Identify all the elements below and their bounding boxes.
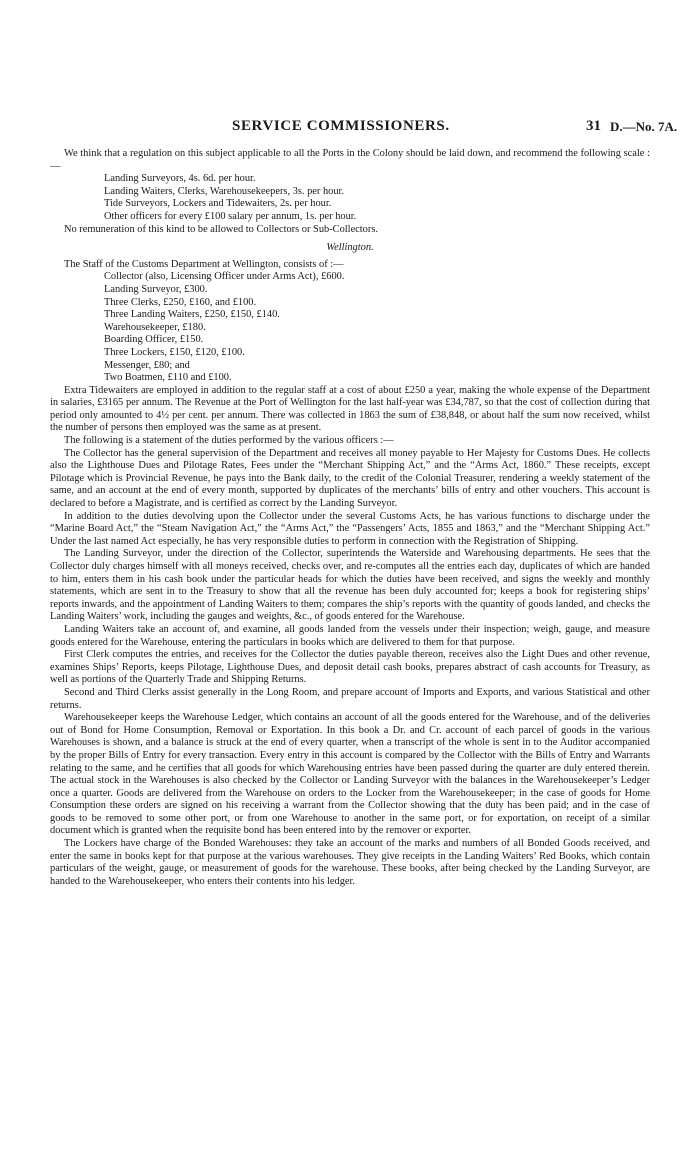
section-title-wellington: Wellington. <box>326 242 374 254</box>
staff-item: Three Clerks, £250, £160, and £100. <box>104 296 257 308</box>
staff-item: Three Lockers, £150, £120, £100. <box>104 346 245 358</box>
staff-item: Two Boatmen, £110 and £100. <box>104 372 232 384</box>
staff-item: Collector (also, Licensing Officer under Arms Act), £600. <box>104 271 345 283</box>
body-paragraph: Second and Third Clerks assist generally in the Long Room, and prepare account of Imports and Exports, and various Statistical and other returns. <box>50 686 650 711</box>
body-paragraph: The Collector has the general supervision of the Department and receives all money payable to Her Majesty for Customs Dues. He collects also the Lighthouse Dues and Pilotage Rates, Fees under the “Merchant Shipping Act,” and the “Arms Act, 1860.” These receipts, except Pilotage which is Provincial Revenue, he pays into the Bank daily, to the credit of the Colonial Treasurer, rendering a weekly statement of the same, and an account at the end of every month, supported by duplicates of the merchants’ bills of entry and other vouchers. This account is declared to before a Magistrate, and is certified as correct by the Landing Surveyor. <box>50 447 650 510</box>
document-reference: D.—No. 7A. <box>610 119 678 134</box>
scale-item: Tide Surveyors, Lockers and Tidewaiters, 2s. per hour. <box>104 198 332 210</box>
staff-list <box>50 271 650 384</box>
page-title: SERVICE COMMISSIONERS. <box>232 118 450 134</box>
staff-item: Messenger, £80; and <box>104 359 190 371</box>
body-paragraph: In addition to the duties devolving upon the Collector under the several Customs Acts, he has various functions to discharge under the “Marine Board Act,” the “Steam Navigation Act,” the “Arms Act,” the “Passengers’ Acts, 1855 and 1863,” and the “Merchant Shipping Act.” Under the last named Act especially, he has very responsible duties to perform in connection with the Registration of Shipping. <box>50 510 650 547</box>
page-header <box>0 118 700 138</box>
body-paragraph: First Clerk computes the entries, and receives for the Collector the duties payable thereon, receives also the Light Dues and other revenue, examines Ships’ Reports, keeps Pilotage, Lighthouse Dues, and deposit detail cash books, prepares abstract of cash accounts for Treasury, as well as portions of the Quarterly Trade and Shipping Returns. <box>50 649 650 686</box>
staff-item: Boarding Officer, £150. <box>104 334 204 346</box>
intro-paragraph: We think that a regulation on this subject applicable to all the Ports in the Colony should be laid down, and recommend the following scale :— <box>50 148 650 172</box>
body-paragraph: Landing Waiters take an account of, and examine, all goods landed from the vessels under their inspection; weigh, gauge, and measure goods entered for the Warehouse, entering the particulars in books which are delivered to them for that purpose. <box>50 623 650 648</box>
no-remuneration-paragraph: No remuneration of this kind to be allowed to Collectors or Sub-Collectors. <box>64 223 378 235</box>
body-paragraph: The Landing Surveyor, under the direction of the Collector, superintends the Waterside and Warehousing departments. He sees that the Collector duly charges himself with all moneys received, checks over, and re-computes all the entries each day, duplicates of which are handed to him, enters them in his cash book under the particular heads for which the duties have been received, and signs the weekly and monthly statements, which are sent in to the Treasury to show that all the revenue has been duly accounted for; keeps a book for registering ships’ reports inwards, and the appointment of Landing Waiters to them; compares the ship’s reports with the quantity of goods landed, and checks the Landing Waiters’ work, including the gauges and weights, &c., of goods entered for the Warehouse. <box>50 548 650 623</box>
scale-item: Landing Waiters, Clerks, Warehousekeepers, 3s. per hour. <box>104 185 345 197</box>
scale-item: Other officers for every £100 salary per annum, 1s. per hour. <box>104 210 357 222</box>
scale-item: Landing Surveyors, 4s. 6d. per hour. <box>104 173 256 185</box>
body-paragraph: The following is a statement of the duties performed by the various officers :— <box>64 435 394 447</box>
page-number: 31 <box>586 118 601 134</box>
staff-item: Landing Surveyor, £300. <box>104 283 208 295</box>
staff-item: Three Landing Waiters, £250, £150, £140. <box>104 309 280 321</box>
body-paragraph: Warehousekeeper keeps the Warehouse Ledger, which contains an account of all the goods entered for the Warehouse, and of the deliveries out of Bond for Home Consumption, Removal or Exportation. In this book a Dr. and Cr. account of each parcel of goods in the various Warehouses is shown, and a balance is struck at the end of every quarter, when a transcript of the whole is sent in to the Auditor accompanied by the proper Bills of Entry for every transaction. Every entry in this account is compared by the Collector with the Bills of Entry and Warrants relating to the same, and he certifies that all goods for which Warehousing entries have been passed during the quarter are duly entered therein. The actual stock in the Warehouses is also checked by the Collector or Landing Surveyor with the balances in the Warehousekeeper’s Ledger once a quarter. Goods are delivered from the Warehouse on orders to the Locker from the Warehousekeeper; in the case of goods for Home Consumption these orders are signed on his receiving a warrant from the Collector showing that the duty has been paid; and in the case of goods to be removed to some other port, or from one Warehouse to another in the same port, or for exportation, on receipt of a similar document which is granted when the requisite bond has been entered into by the remover or exporter. <box>50 712 650 837</box>
body-paragraph: Extra Tidewaiters are employed in addition to the regular staff at a cost of about £250 a year, making the whole expense of the Department in salaries, £3165 per annum. The Revenue at the Port of Wellington for the last half-year was £34,787, so that the cost of collection during that period only amounted to 4½ per cent. per annum. There was collected in 1863 the sum of £38,848, or about half the sum now received, whilst the number of persons then employed was the same as at present. <box>50 384 650 434</box>
staff-intro: The Staff of the Customs Department at Wellington, consists of :— <box>64 258 344 270</box>
staff-item: Warehousekeeper, £180. <box>104 321 206 333</box>
scale-list <box>50 173 650 223</box>
body-paragraph: The Lockers have charge of the Bonded Warehouses: they take an account of the marks and numbers of all Bonded Goods received, and enter the same in books kept for that purpose at the various warehouses. They give receipts in the Landing Waiters’ Red Books, which contain particulars of the weight, gauge, or measurement of goods for the warehouse. These books, after being checked by the Landing Surveyor, are handed to the Warehousekeeper, who enters their contents into his ledger. <box>50 838 650 887</box>
page-body <box>50 148 650 888</box>
